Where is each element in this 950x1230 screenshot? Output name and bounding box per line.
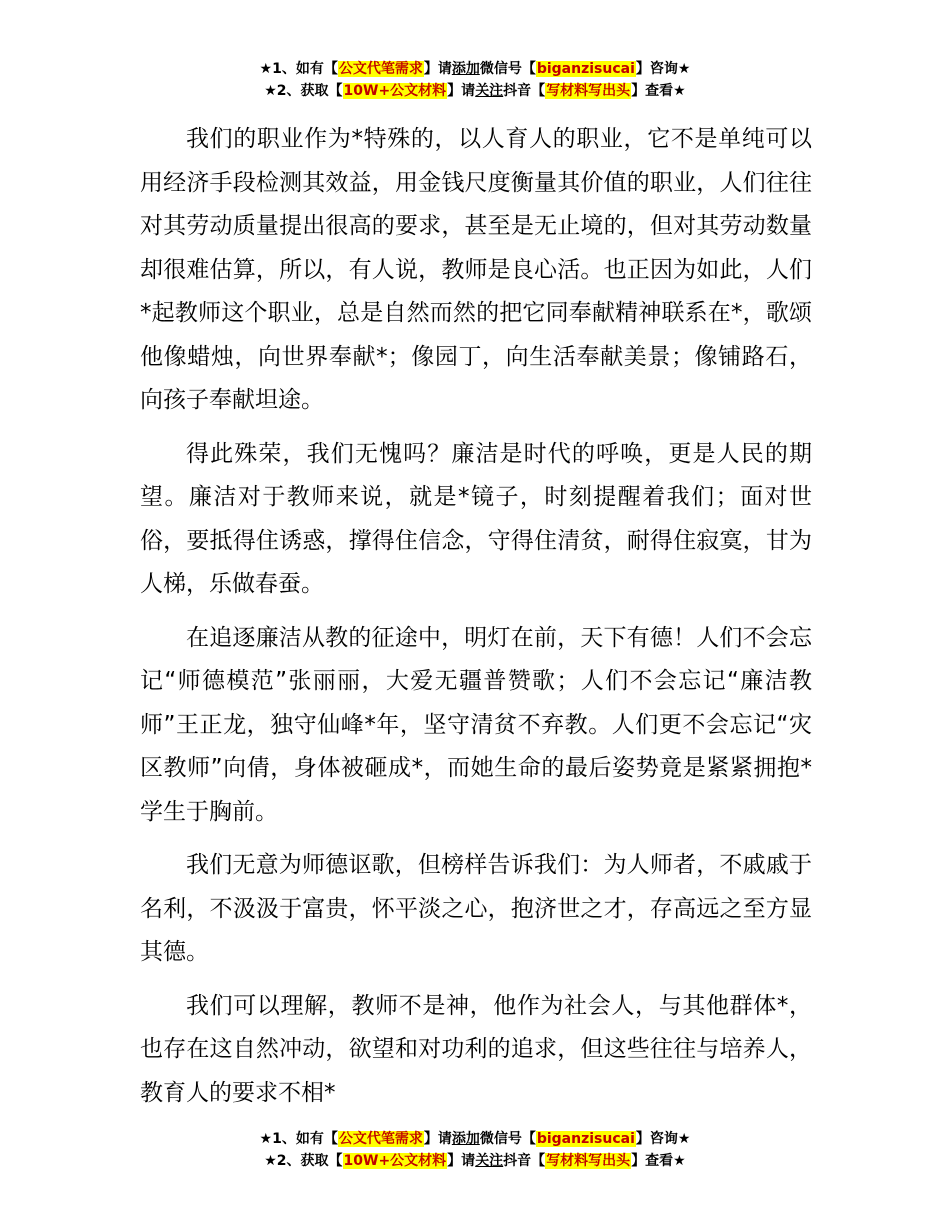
highlight-materials: 10W+公文材料	[343, 1153, 447, 1169]
paragraph: 我们无意为师德讴歌，但榜样告诉我们：为人师者，不戚戚于名利，不汲汲于富贵，怀平淡之心，抱济世之才，存高远之至方显其德。	[140, 852, 812, 965]
paragraph: 我们可以理解，教师不是神，他作为社会人，与其他群体*，也存在这自然冲动，欲望和对功利的追求，但这些往往与培养人，教育人的要求不相*	[140, 992, 812, 1106]
highlight-douyin: 写材料写出头	[546, 1153, 631, 1169]
banner-text: 】请	[447, 1153, 476, 1169]
banner-text: 】请	[423, 61, 452, 77]
underlined-follow: 关注	[475, 1153, 504, 1169]
banner-text: 微信号【	[479, 1131, 536, 1147]
banner-line-1	[0, 1128, 950, 1150]
paragraph: 得此殊荣，我们无愧吗？廉洁是时代的呼唤，更是人民的期望。廉洁对于教师来说，就是*镜子，时刻提醒着我们；面对世俗，要抵得住诱惑，撑得住信念，守得住清贫，耐得住寂寞，甘为人梯，乐做春蚕。	[140, 440, 812, 597]
header-banner	[0, 58, 950, 102]
banner-text: ★2、获取【	[264, 1153, 343, 1169]
document-body	[140, 118, 812, 1125]
banner-text: 抖音【	[503, 1153, 546, 1169]
highlight-wechat-id: biganzisucai	[536, 1131, 635, 1147]
banner-text: 】请	[447, 83, 476, 99]
banner-text: 】请	[423, 1131, 452, 1147]
highlight-materials: 10W+公文材料	[343, 83, 447, 99]
highlight-douyin: 写材料写出头	[546, 83, 631, 99]
highlight-service: 公文代笔需求	[338, 61, 423, 77]
underlined-add: 添加	[451, 61, 480, 77]
highlight-wechat-id: biganzisucai	[536, 61, 635, 77]
footer-banner	[0, 1128, 950, 1172]
underlined-add: 添加	[451, 1131, 480, 1147]
underlined-follow: 关注	[475, 83, 504, 99]
banner-line-1	[0, 58, 950, 80]
banner-text: ★1、如有【	[259, 61, 338, 77]
banner-text: ★2、获取【	[264, 83, 343, 99]
banner-text: 微信号【	[479, 61, 536, 77]
banner-line-2	[0, 1150, 950, 1172]
paragraph: 我们的职业作为*特殊的，以人育人的职业，它不是单纯可以用经济手段检测其效益，用金钱尺度衡量其价值的职业，人们往往对其劳动质量提出很高的要求，甚至是无止境的，但对其劳动数量却很难估算，所以，有人说，教师是良心活。也正因为如此，人们*起教师这个职业，总是自然而然的把它同奉献精神联系在*，歌颂他像蜡烛，向世界奉献*；像园丁，向生活奉献美景；像铺路石，向孩子奉献坦途。	[140, 126, 812, 413]
paragraph: 在追逐廉洁从教的征途中，明灯在前，天下有德！人们不会忘记“师德模范”张丽丽，大爱无疆普赞歌；人们不会忘记“廉洁教师”王正龙，独守仙峰*年，坚守清贫不弃教。人们更不会忘记“灾区教师”向倩，身体被砸成*，而她生命的最后姿势竟是紧紧拥抱*学生于胸前。	[140, 624, 812, 825]
banner-text: 】咨询★	[635, 1131, 691, 1147]
banner-text: 】查看★	[631, 83, 686, 99]
banner-line-2	[0, 80, 950, 102]
banner-text: 】查看★	[631, 1153, 686, 1169]
highlight-service: 公文代笔需求	[338, 1131, 423, 1147]
banner-text: ★1、如有【	[259, 1131, 338, 1147]
banner-text: 】咨询★	[635, 61, 691, 77]
banner-text: 抖音【	[503, 83, 546, 99]
